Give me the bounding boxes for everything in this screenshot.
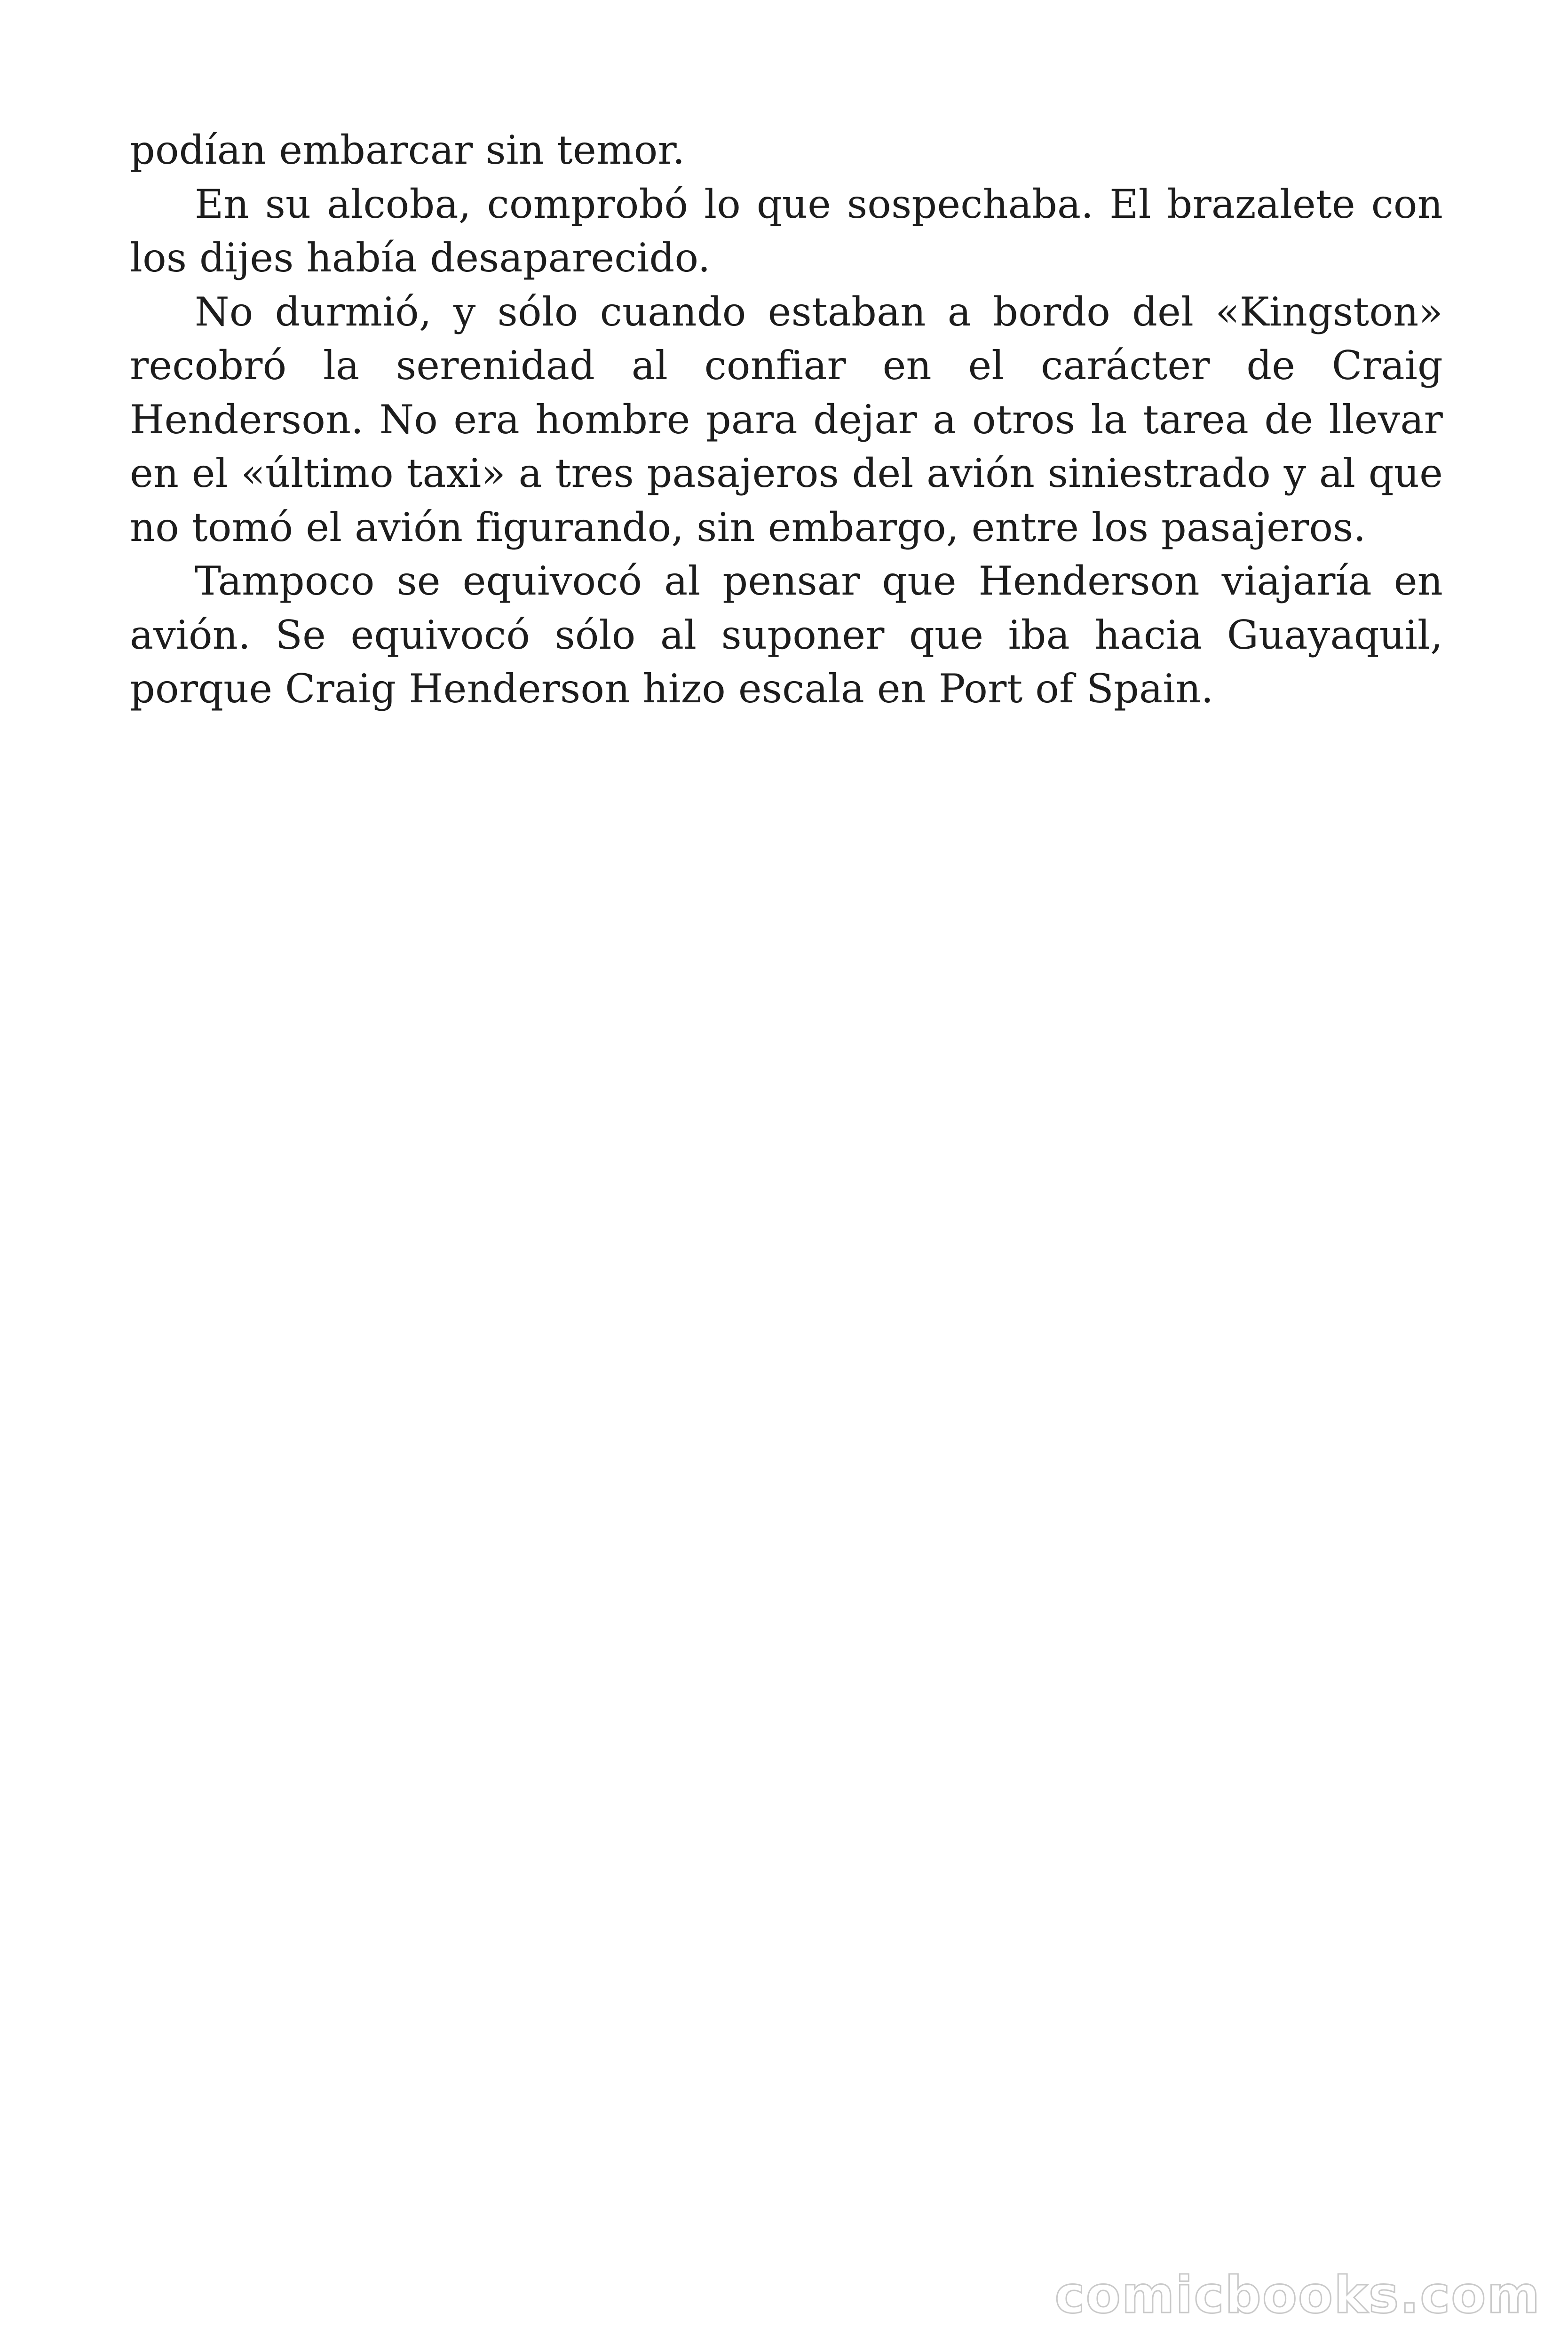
body-text [130, 123, 1443, 716]
paragraph-alcoba: En su alcoba, comprobó lo que sospechaba. El brazalete con los dijes había desaparecido. [130, 181, 1443, 281]
paragraph-continuation: podían embarcar sin temor. [130, 127, 685, 173]
paragraph-port-of-spain: Tampoco se equivocó al pensar que Henderson viajaría en avión. Se equivocó sólo al suponer que iba hacia Guayaquil, porque Craig Henderson hizo escala en Port of Spain. [130, 558, 1443, 712]
paragraph-kingston: No durmió, y sólo cuando estaban a bordo del «Kingston» recobró la serenidad al confiar en el carácter de Craig Henderson. No era hombre para dejar a otros la tarea de llevar en el «último taxi» a tres pasajeros del avión siniestrado y al que no tomó el avión figurando, sin embargo, entre los pasajeros. [130, 288, 1443, 550]
watermark-logo: comicbooks.com [1054, 2266, 1541, 2325]
